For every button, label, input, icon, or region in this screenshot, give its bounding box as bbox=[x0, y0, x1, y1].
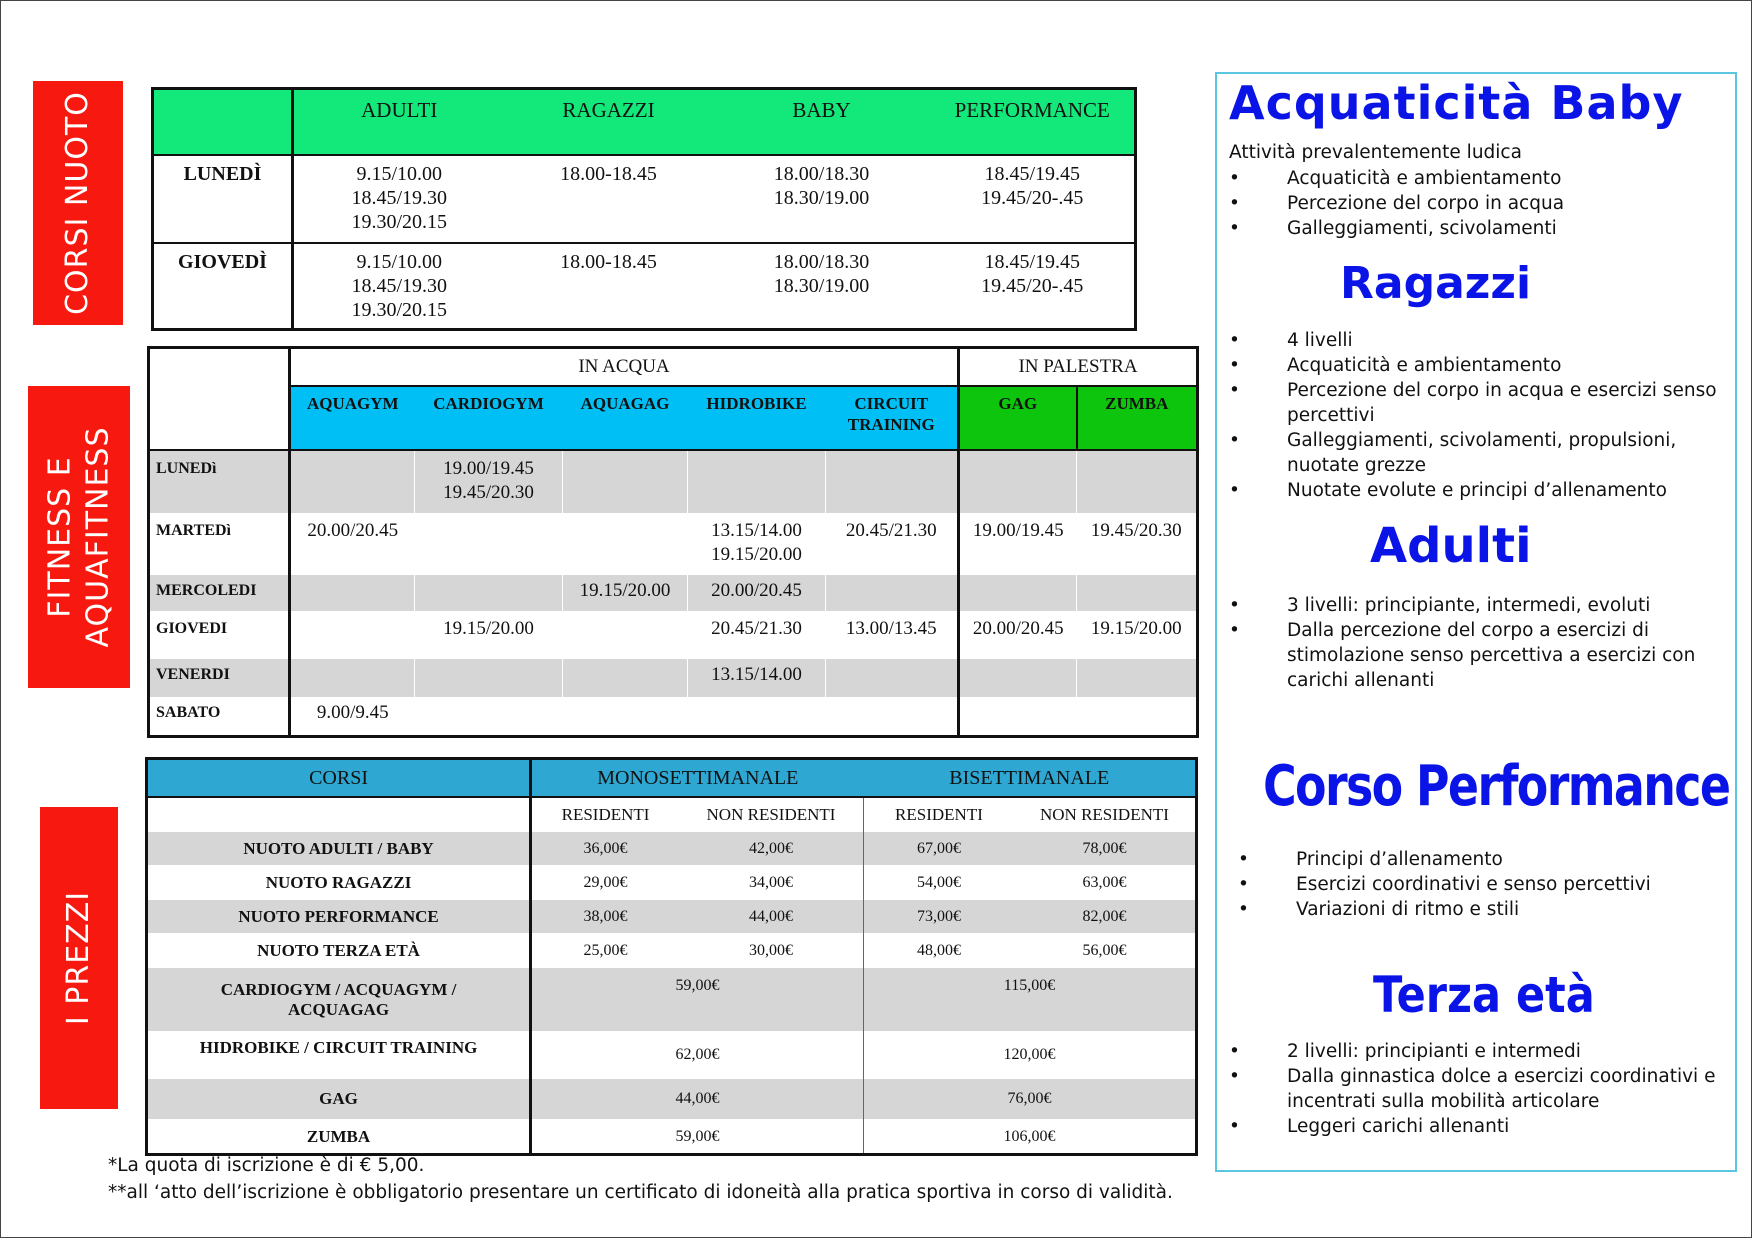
time-slot: 19.00/19.45 bbox=[972, 520, 1064, 541]
price-cell: 73,00€ bbox=[864, 900, 1014, 934]
price-cell: 59,00€ bbox=[531, 968, 864, 1032]
list-item: • Percezione del corpo in acqua e esercizi senso percettivi bbox=[1229, 380, 1717, 426]
prices-table bbox=[145, 757, 1198, 1156]
title-ragazzi: Ragazzi bbox=[1340, 258, 1532, 309]
list-item: • Percezione del corpo in acqua bbox=[1229, 193, 1565, 214]
label-corsi-nuoto-text: CORSI NUOTO bbox=[60, 91, 96, 315]
fitness-cell bbox=[1077, 450, 1198, 513]
time-slot: 19.15/20.00 bbox=[1090, 618, 1182, 639]
fitness-cell bbox=[959, 575, 1077, 611]
prices-row bbox=[147, 934, 1197, 968]
label-corsi-nuoto bbox=[33, 81, 123, 325]
fitness-day: LUNEDì bbox=[149, 450, 290, 513]
nuoto-cell bbox=[505, 243, 713, 330]
price-cell: 30,00€ bbox=[679, 934, 864, 968]
time-slot: 18.00/18.30 bbox=[773, 163, 870, 185]
prices-row bbox=[147, 866, 1197, 900]
fitness-cell bbox=[415, 513, 563, 575]
fitness-cell bbox=[688, 513, 826, 575]
fitness-corner-cell bbox=[149, 348, 290, 451]
price-cell: 54,00€ bbox=[864, 866, 1014, 900]
price-cell: 106,00€ bbox=[864, 1120, 1197, 1155]
adulti-list bbox=[1229, 593, 1729, 693]
prices-header-corsi: CORSI bbox=[147, 759, 531, 798]
fitness-cell bbox=[826, 513, 959, 575]
time-slot: 19.15/20.00 bbox=[443, 618, 534, 639]
price-cell: 67,00€ bbox=[864, 832, 1014, 866]
fitness-cell bbox=[826, 611, 959, 659]
time-slot: 18.00/18.30 bbox=[773, 251, 870, 273]
prices-subheader: NON RESIDENTI bbox=[706, 804, 836, 824]
time-slot: 19.45/20.30 bbox=[443, 482, 534, 503]
list-item: • Principi d’allenamento bbox=[1238, 849, 1503, 870]
group-in-palestra: IN PALESTRA bbox=[959, 348, 1198, 387]
price-cell: 36,00€ bbox=[531, 832, 679, 866]
fitness-cell bbox=[688, 575, 826, 611]
list-item: • Galleggiamenti, scivolamenti bbox=[1229, 218, 1557, 239]
time-slot: 19.30/20.15 bbox=[351, 299, 448, 321]
label-prezzi-text: I PREZZI bbox=[61, 890, 97, 1026]
fitness-schedule-table bbox=[147, 346, 1199, 738]
fitness-cell bbox=[826, 450, 959, 513]
nuoto-row bbox=[153, 155, 1136, 243]
group-in-acqua: IN ACQUA bbox=[290, 348, 959, 387]
nuoto-cell bbox=[931, 243, 1136, 330]
price-cell: 56,00€ bbox=[1014, 934, 1197, 968]
time-slot: 13.15/14.00 bbox=[711, 520, 802, 541]
fitness-cell bbox=[563, 697, 688, 737]
price-cell: 115,00€ bbox=[864, 968, 1197, 1032]
nuoto-cell bbox=[505, 155, 713, 243]
fitness-column-header: GAG bbox=[959, 386, 1077, 450]
fitness-cell bbox=[1077, 513, 1198, 575]
price-cell: 78,00€ bbox=[1014, 832, 1197, 866]
time-slot: 18.30/19.00 bbox=[773, 275, 870, 297]
prices-course: NUOTO PERFORMANCE bbox=[147, 900, 531, 934]
fitness-day: SABATO bbox=[149, 697, 290, 737]
list-item: • 2 livelli: principianti e intermedi bbox=[1229, 1041, 1581, 1062]
nuoto-header-cell: RAGAZZI bbox=[505, 89, 713, 156]
fitness-cell bbox=[688, 611, 826, 659]
fitness-cell bbox=[959, 450, 1077, 513]
label-fitness-line1: FITNESS E bbox=[42, 456, 77, 618]
fitness-cell bbox=[688, 697, 826, 737]
ragazzi-list bbox=[1229, 328, 1729, 503]
fitness-cell bbox=[290, 513, 415, 575]
fitness-cell bbox=[1077, 659, 1198, 697]
price-cell: 62,00€ bbox=[531, 1032, 864, 1079]
prices-row bbox=[147, 968, 1197, 1032]
nuoto-cell bbox=[713, 243, 931, 330]
fitness-group-row bbox=[149, 348, 1198, 387]
time-slot: 19.15/20.00 bbox=[579, 580, 671, 601]
note-certificato: **all ‘atto dell’iscrizione è obbligatorio presentare un certificato di idoneità alla pratica sportiva in corso di validità. bbox=[108, 1182, 1173, 1203]
time-slot: 20.45/21.30 bbox=[711, 618, 802, 639]
fitness-cell bbox=[290, 659, 415, 697]
fitness-cell bbox=[415, 450, 563, 513]
fitness-cell bbox=[959, 513, 1077, 575]
time-slot: 18.30/19.00 bbox=[773, 187, 870, 209]
label-fitness bbox=[28, 386, 130, 688]
prices-subheader: RESIDENTI bbox=[864, 797, 1014, 832]
fitness-row bbox=[149, 575, 1198, 611]
prices-course: CARDIOGYM / ACQUAGYM / ACQUAGAG bbox=[147, 968, 531, 1032]
prices-row bbox=[147, 1032, 1197, 1079]
fitness-cell bbox=[563, 450, 688, 513]
fitness-cell bbox=[826, 659, 959, 697]
prices-header-mono: MONOSETTIMANALE bbox=[531, 759, 864, 798]
nuoto-cell bbox=[931, 155, 1136, 243]
price-cell: 48,00€ bbox=[864, 934, 1014, 968]
price-cell: 38,00€ bbox=[531, 900, 679, 934]
title-corso-performance: Corso Performance bbox=[1263, 754, 1730, 819]
fitness-cell bbox=[563, 611, 688, 659]
note-iscrizione: *La quota di iscrizione è di € 5,00. bbox=[108, 1155, 425, 1176]
fitness-cell bbox=[826, 575, 959, 611]
fitness-row bbox=[149, 697, 1198, 737]
time-slot: 19.30/20.15 bbox=[351, 211, 448, 233]
prices-header-row bbox=[147, 759, 1197, 798]
fitness-cell bbox=[415, 611, 563, 659]
fitness-cell bbox=[563, 575, 688, 611]
prices-course: HIDROBIKE / CIRCUIT TRAINING bbox=[147, 1032, 531, 1079]
time-slot: 9.15/10.00 bbox=[356, 163, 443, 185]
fitness-cell bbox=[959, 611, 1077, 659]
fitness-column-header: AQUAGYM bbox=[290, 386, 415, 450]
prices-row bbox=[147, 1120, 1197, 1155]
price-cell: 120,00€ bbox=[864, 1032, 1197, 1079]
list-item: • Acquaticità e ambientamento bbox=[1229, 355, 1562, 376]
nuoto-header-cell bbox=[153, 89, 293, 156]
title-acquaticita-baby: Acquaticità Baby bbox=[1229, 76, 1684, 130]
fitness-cell bbox=[290, 697, 415, 737]
fitness-column-header: CARDIOGYM bbox=[415, 386, 563, 450]
fitness-columns-row bbox=[149, 386, 1198, 450]
time-slot: 19.45/20-.45 bbox=[981, 275, 1084, 297]
prices-row bbox=[147, 1079, 1197, 1120]
fitness-cell bbox=[563, 513, 688, 575]
list-item: • 3 livelli: principiante, intermedi, evoluti bbox=[1229, 595, 1651, 616]
label-fitness-text bbox=[41, 427, 117, 648]
list-item: • Acquaticità e ambientamento bbox=[1229, 168, 1562, 189]
prices-course: ZUMBA bbox=[147, 1120, 531, 1155]
list-item: • Dalla percezione del corpo a esercizi di stimolazione senso percettiva a esercizi con carichi allenanti bbox=[1229, 620, 1696, 691]
baby-intro: Attività prevalentemente ludica bbox=[1229, 142, 1522, 163]
time-slot: 9.00/9.45 bbox=[316, 702, 389, 723]
prices-course: NUOTO TERZA ETÀ bbox=[147, 934, 531, 968]
time-slot: 13.15/14.00 bbox=[711, 664, 802, 685]
nuoto-header-cell: PERFORMANCE bbox=[931, 89, 1136, 156]
prices-row bbox=[147, 900, 1197, 934]
time-slot: 19.45/20-.45 bbox=[981, 187, 1084, 209]
baby-list bbox=[1229, 166, 1729, 241]
list-item: • Leggeri carichi allenanti bbox=[1229, 1116, 1510, 1137]
list-item: • 4 livelli bbox=[1229, 330, 1353, 351]
fitness-cell bbox=[826, 697, 959, 737]
nuoto-schedule-table bbox=[151, 87, 1137, 331]
fitness-cell bbox=[1077, 697, 1198, 737]
price-cell: 76,00€ bbox=[864, 1079, 1197, 1120]
nuoto-header-cell: ADULTI bbox=[293, 89, 505, 156]
fitness-day: MARTEDì bbox=[149, 513, 290, 575]
nuoto-header-cell: BABY bbox=[713, 89, 931, 156]
fitness-row bbox=[149, 513, 1198, 575]
time-slot: 20.00/20.45 bbox=[972, 618, 1064, 639]
nuoto-header-row bbox=[153, 89, 1136, 156]
prices-subheader: RESIDENTI bbox=[561, 804, 650, 824]
price-cell: 82,00€ bbox=[1014, 900, 1197, 934]
prices-header-bi: BISETTIMANALE bbox=[864, 759, 1197, 798]
nuoto-cell bbox=[293, 155, 505, 243]
price-cell: 44,00€ bbox=[679, 900, 864, 934]
list-item: • Dalla ginnastica dolce a esercizi coordinativi e incentrati sulla mobilità articolare bbox=[1229, 1066, 1716, 1112]
fitness-column-header: HIDROBIKE bbox=[688, 386, 826, 450]
prices-subheader-empty bbox=[147, 797, 531, 832]
label-fitness-line2: AQUAFITNESS bbox=[80, 426, 115, 648]
time-slot: 13.00/13.45 bbox=[845, 618, 937, 639]
price-cell: 42,00€ bbox=[679, 832, 864, 866]
list-item: • Galleggiamenti, scivolamenti, propulsioni, nuotate grezze bbox=[1229, 430, 1677, 476]
fitness-cell bbox=[688, 450, 826, 513]
prices-course: GAG bbox=[147, 1079, 531, 1120]
fitness-cell bbox=[415, 697, 563, 737]
fitness-cell bbox=[1077, 575, 1198, 611]
nuoto-day: GIOVEDÌ bbox=[153, 243, 293, 330]
nuoto-cell bbox=[713, 155, 931, 243]
time-slot: 18.00-18.45 bbox=[560, 251, 657, 273]
nuoto-cell bbox=[293, 243, 505, 330]
time-slot: 9.15/10.00 bbox=[356, 251, 443, 273]
nuoto-row bbox=[153, 243, 1136, 330]
time-slot: 20.00/20.45 bbox=[307, 520, 399, 541]
time-slot: 20.45/21.30 bbox=[845, 520, 937, 541]
prices-course: NUOTO ADULTI / BABY bbox=[147, 832, 531, 866]
fitness-row bbox=[149, 659, 1198, 697]
fitness-cell bbox=[563, 659, 688, 697]
fitness-cell bbox=[290, 450, 415, 513]
fitness-cell bbox=[415, 575, 563, 611]
fitness-cell bbox=[1077, 611, 1198, 659]
time-slot: 19.45/20.30 bbox=[1090, 520, 1182, 541]
list-item: • Variazioni di ritmo e stili bbox=[1238, 899, 1520, 920]
fitness-cell bbox=[959, 659, 1077, 697]
title-terza-eta: Terza età bbox=[1373, 966, 1595, 1024]
prices-subheader-row bbox=[147, 797, 1197, 832]
fitness-cell bbox=[688, 659, 826, 697]
price-cell: 44,00€ bbox=[531, 1079, 864, 1120]
price-cell: 63,00€ bbox=[1014, 866, 1197, 900]
fitness-day: MERCOLEDI bbox=[149, 575, 290, 611]
fitness-cell bbox=[290, 575, 415, 611]
price-cell: 25,00€ bbox=[531, 934, 679, 968]
fitness-row bbox=[149, 611, 1198, 659]
list-item: • Esercizi coordinativi e senso percettivi bbox=[1238, 874, 1651, 895]
time-slot: 18.45/19.30 bbox=[351, 187, 448, 209]
time-slot: 18.00-18.45 bbox=[560, 163, 657, 185]
price-cell: 59,00€ bbox=[531, 1120, 864, 1155]
prices-row bbox=[147, 832, 1197, 866]
time-slot: 18.45/19.45 bbox=[984, 251, 1081, 273]
label-prezzi bbox=[40, 807, 118, 1109]
time-slot: 18.45/19.45 bbox=[984, 163, 1081, 185]
fitness-day: VENERDI bbox=[149, 659, 290, 697]
fitness-cell bbox=[415, 659, 563, 697]
time-slot: 19.00/19.45 bbox=[443, 458, 534, 479]
title-adulti: Adulti bbox=[1370, 518, 1532, 574]
time-slot: 18.45/19.30 bbox=[351, 275, 448, 297]
fitness-row bbox=[149, 450, 1198, 513]
price-cell: 34,00€ bbox=[679, 866, 864, 900]
fitness-day: GIOVEDI bbox=[149, 611, 290, 659]
prices-subheader: NON RESIDENTI bbox=[1040, 804, 1169, 824]
fitness-column-header: CIRCUIT TRAINING bbox=[826, 386, 959, 450]
fitness-column-header: ZUMBA bbox=[1077, 386, 1198, 450]
time-slot: 19.15/20.00 bbox=[711, 544, 802, 565]
fitness-column-header: AQUAGAG bbox=[563, 386, 688, 450]
fitness-cell bbox=[959, 697, 1077, 737]
nuoto-day: LUNEDÌ bbox=[153, 155, 293, 243]
performance-list bbox=[1238, 847, 1728, 922]
fitness-cell bbox=[290, 611, 415, 659]
list-item: • Nuotate evolute e principi d’allenamento bbox=[1229, 480, 1667, 501]
price-cell: 29,00€ bbox=[531, 866, 679, 900]
time-slot: 20.00/20.45 bbox=[711, 580, 802, 601]
terza-eta-list bbox=[1229, 1039, 1734, 1139]
prices-course: NUOTO RAGAZZI bbox=[147, 866, 531, 900]
